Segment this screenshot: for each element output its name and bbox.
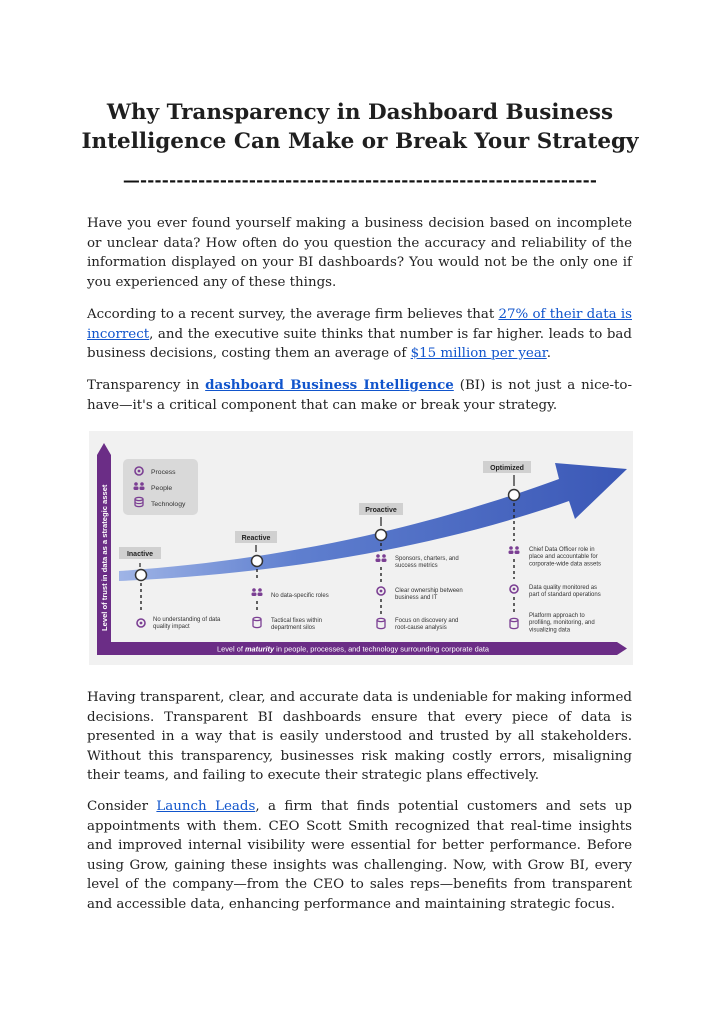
stage-optimized-item-1: Chief Data Officer role in place and accountable for corporate-wide data assets: [529, 547, 602, 568]
people-icon: [376, 554, 387, 562]
process-icon: [137, 619, 145, 627]
benefits-paragraph: Having transparent, clear, and accurate data is undeniable for making informed decisions. Transparent BI dashboards ensure that every piece of data is presented in a way that is easily understood and trusted by all stakeholders. Without this transparency, businesses risk making costly errors, misaligning their teams, and failing to execute their strategic plans effectively.: [87, 690, 632, 783]
technology-icon: [377, 618, 385, 628]
x-axis-arrowhead: [617, 642, 627, 655]
y-axis-label: Level of trust in data as a strategic asset: [100, 484, 109, 631]
stage-proactive-label: Proactive: [365, 507, 397, 514]
stage-reactive-label: Reactive: [241, 535, 271, 542]
stage-optimized-item-2: Data quality monitored as part of standard operations: [529, 585, 601, 599]
survey-text-middle: , and the executive suite thinks that number is far higher. leads to bad business decisions, costing them an average of: [87, 326, 632, 361]
divider-line: —---------------------------------------------------------------: [122, 171, 598, 191]
transparency-text-before: Transparency in: [87, 378, 206, 393]
legend-process: Process: [151, 469, 176, 476]
stage-optimized-item-3: Platform approach to profiling, monitoring, and visualizing data: [529, 613, 595, 634]
data-incorrect-link[interactable]: 27% of their data is incorrect: [87, 307, 632, 342]
launch-leads-link[interactable]: Launch Leads: [156, 799, 256, 814]
intro-paragraph: Have you ever found yourself making a business decision based on incomplete or unclear data? How often do you question the accuracy and reliability of the information displayed on your BI dashboards? You would not be the only one if you experienced any of these things.: [87, 216, 632, 290]
people-icon: [252, 588, 263, 596]
maturity-figure: [89, 431, 633, 665]
case-study-paragraph: [87, 797, 632, 914]
x-axis-label: [217, 645, 490, 654]
stage-proactive-item-1: Sponsors, charters, and success metrics: [395, 556, 459, 570]
case-text-after: , a firm that finds potential customers and sets up appointments with them. CEO Scott Smith recognized that real-time insights and improved internal visibility were essential for better performance. Before using Grow, gaining these insights was challenging. Now, with Grow BI, every level of the company—from the CEO to sales reps—benefits from transparent and accessible data, enhancing performance and maintaining strategic focus.: [87, 799, 632, 912]
technology-icon: [510, 618, 518, 628]
survey-paragraph: [87, 305, 632, 364]
stage-optimized-label: Optimized: [490, 465, 524, 472]
y-axis-arrowhead: [97, 443, 111, 455]
stage-reactive-item-2: Tactical fixes within department silos: [271, 618, 323, 632]
cost-link[interactable]: $15 million per year: [410, 346, 547, 361]
x-axis-suffix: in people, processes, and technology surrounding corporate data: [274, 644, 490, 654]
legend-technology: Technology: [151, 501, 186, 508]
transparency-paragraph: [87, 376, 632, 415]
stage-proactive-node: [376, 530, 387, 541]
stage-inactive-node: [136, 570, 147, 581]
stage-optimized-node: [509, 490, 520, 501]
stage-reactive-node: [252, 556, 263, 567]
legend-people: People: [151, 485, 173, 492]
stage-proactive-item-3: Focus on discovery and root-cause analysis: [395, 618, 459, 632]
process-icon: [377, 587, 385, 595]
survey-text-before: According to a recent survey, the average firm believes that: [87, 307, 499, 322]
dashboard-bi-link[interactable]: dashboard Business Intelligence: [205, 377, 454, 393]
transparency-text-after: (BI) is not just a nice-to-have—it's a critical component that can make or break your strategy.: [87, 378, 632, 413]
x-axis-prefix: Level of: [217, 644, 245, 654]
people-icon: [509, 546, 520, 554]
stage-reactive-item-1: No data-specific roles: [271, 593, 329, 599]
survey-text-after: .: [546, 346, 552, 361]
page-title: Why Transparency in Dashboard Business Intelligence Can Make or Break Your Strategy: [81, 100, 639, 154]
stage-proactive-item-2: Clear ownership between business and IT: [395, 588, 463, 602]
stage-inactive-label: Inactive: [126, 551, 154, 558]
process-icon: [510, 585, 518, 593]
x-axis-bold: maturity: [244, 644, 275, 654]
case-text-before: Consider: [87, 799, 157, 814]
technology-icon: [253, 617, 261, 627]
stage-inactive-item: No understanding of data quality impact: [153, 617, 221, 631]
